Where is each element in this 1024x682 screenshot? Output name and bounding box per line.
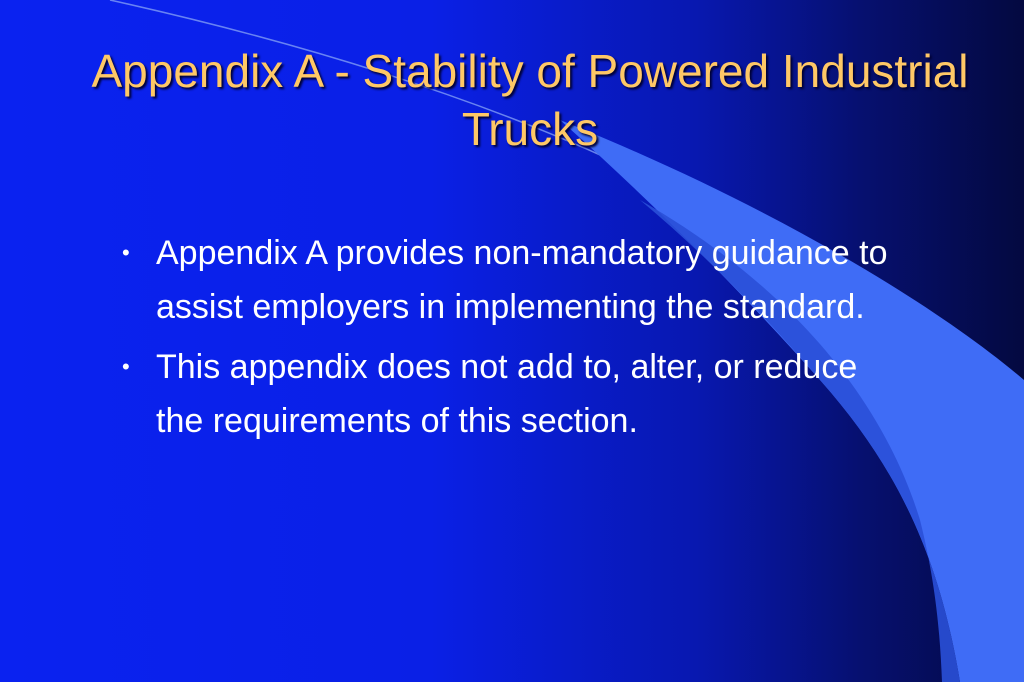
bullet-marker: • (122, 354, 130, 379)
bullet-text: This appendix does not add to, alter, or reduce the requirements of this section. (156, 348, 858, 440)
bullet-list (122, 226, 892, 454)
bullet-text: Appendix A provides non-mandatory guidance to assist employers in implementing the standard. (156, 234, 888, 326)
bullet-marker: • (122, 240, 130, 265)
bullet-item (122, 226, 892, 334)
slide-title: Appendix A - Stability of Powered Industrial Trucks (91, 45, 969, 155)
bullet-item (122, 340, 892, 448)
